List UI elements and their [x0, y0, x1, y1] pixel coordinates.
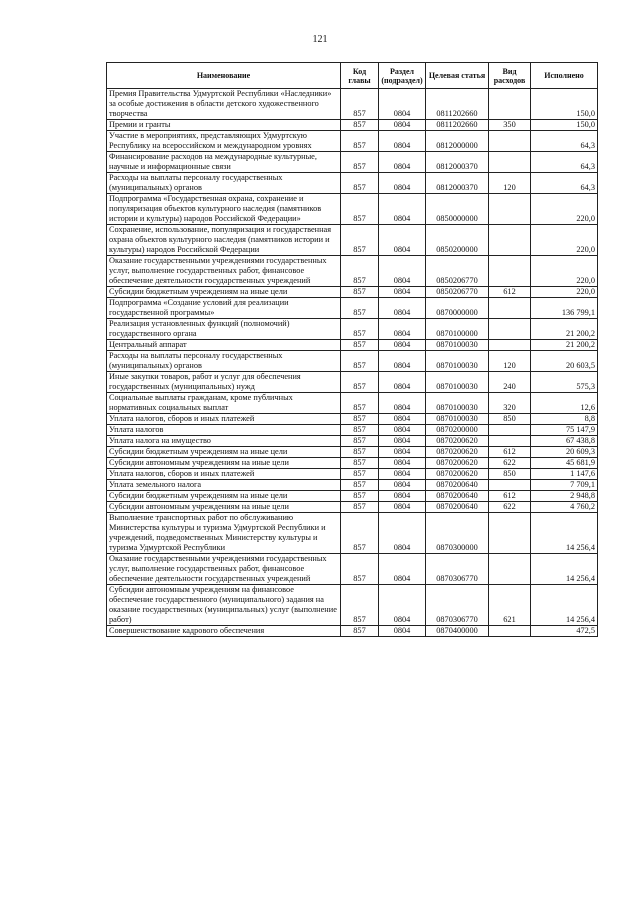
cell-code: 857 [341, 298, 379, 319]
cell-name: Сохранение, использование, популяризация и государственная охрана объектов культурного наследия (памятников истории и культуры) народов Российской Федерации [107, 225, 341, 256]
cell-code: 857 [341, 414, 379, 425]
cell-type: 850 [489, 469, 531, 480]
table-row [107, 480, 598, 491]
table-row [107, 447, 598, 458]
cell-type: 120 [489, 351, 531, 372]
cell-article: 0870200640 [426, 491, 489, 502]
cell-type: 120 [489, 173, 531, 194]
cell-name: Выполнение транспортных работ по обслуживанию Министерства культуры и туризма Удмуртской Республики и учреждений, подведомственных Министерству культуры и туризма Удмуртской Республики [107, 513, 341, 554]
cell-code: 857 [341, 120, 379, 131]
cell-section: 0804 [379, 225, 426, 256]
cell-section: 0804 [379, 425, 426, 436]
cell-type: 320 [489, 393, 531, 414]
header-name: Наименование [107, 63, 341, 89]
cell-name: Уплата земельного налога [107, 480, 341, 491]
header-executed: Исполнено [531, 63, 598, 89]
table-row [107, 287, 598, 298]
header-type: Вид расходов [489, 63, 531, 89]
cell-executed: 64,3 [531, 152, 598, 173]
cell-article: 0870200620 [426, 469, 489, 480]
cell-executed: 4 760,2 [531, 502, 598, 513]
cell-executed: 14 256,4 [531, 585, 598, 626]
cell-article: 0870306770 [426, 554, 489, 585]
cell-name: Премия Правительства Удмуртской Республики «Наследники» за особые достижения в области детского художественного творчества [107, 89, 341, 120]
cell-code: 857 [341, 491, 379, 502]
cell-type [489, 298, 531, 319]
cell-article: 0870200000 [426, 425, 489, 436]
cell-section: 0804 [379, 89, 426, 120]
cell-code: 857 [341, 340, 379, 351]
table-row [107, 626, 598, 637]
table-row [107, 585, 598, 626]
cell-code: 857 [341, 480, 379, 491]
cell-executed: 20 609,3 [531, 447, 598, 458]
cell-code: 857 [341, 372, 379, 393]
cell-code: 857 [341, 469, 379, 480]
cell-article: 0850000000 [426, 194, 489, 225]
cell-article: 0870100030 [426, 340, 489, 351]
cell-code: 857 [341, 626, 379, 637]
cell-name: Субсидии автономным учреждениям на иные цели [107, 458, 341, 469]
cell-article: 0870400000 [426, 626, 489, 637]
cell-article: 0870306770 [426, 585, 489, 626]
cell-section: 0804 [379, 513, 426, 554]
cell-article: 0870000000 [426, 298, 489, 319]
cell-section: 0804 [379, 480, 426, 491]
cell-name: Субсидии автономным учреждениям на иные цели [107, 502, 341, 513]
cell-article: 0870100030 [426, 351, 489, 372]
cell-code: 857 [341, 436, 379, 447]
table-row [107, 469, 598, 480]
cell-executed: 220,0 [531, 256, 598, 287]
cell-section: 0804 [379, 585, 426, 626]
cell-type [489, 152, 531, 173]
cell-name: Премии и гранты [107, 120, 341, 131]
cell-executed: 21 200,2 [531, 319, 598, 340]
cell-executed: 150,0 [531, 89, 598, 120]
cell-name: Субсидии бюджетным учреждениям на иные цели [107, 447, 341, 458]
cell-section: 0804 [379, 256, 426, 287]
cell-executed: 14 256,4 [531, 554, 598, 585]
header-code: Код главы [341, 63, 379, 89]
cell-executed: 64,3 [531, 131, 598, 152]
cell-name: Уплата налогов [107, 425, 341, 436]
cell-section: 0804 [379, 173, 426, 194]
cell-article: 0870100030 [426, 414, 489, 425]
table-row [107, 513, 598, 554]
cell-article: 0870200620 [426, 436, 489, 447]
table-row [107, 436, 598, 447]
cell-section: 0804 [379, 414, 426, 425]
table-header-row [107, 63, 598, 89]
cell-type: 622 [489, 458, 531, 469]
cell-name: Совершенствование кадрового обеспечения [107, 626, 341, 637]
cell-article: 0850200000 [426, 225, 489, 256]
cell-name: Оказание государственными учреждениями государственных услуг, выполнение государственных работ, финансовое обеспечение деятельности государственных учреждений [107, 256, 341, 287]
cell-name: Социальные выплаты гражданам, кроме публичных нормативных социальных выплат [107, 393, 341, 414]
cell-executed: 12,6 [531, 393, 598, 414]
cell-type [489, 436, 531, 447]
table-row [107, 89, 598, 120]
cell-name: Финансирование расходов на международные культурные, научные и информационные связи [107, 152, 341, 173]
cell-name: Расходы на выплаты персоналу государственных (муниципальных) органов [107, 351, 341, 372]
table-row [107, 173, 598, 194]
table-row [107, 425, 598, 436]
cell-executed: 472,5 [531, 626, 598, 637]
header-article: Целевая статья [426, 63, 489, 89]
cell-code: 857 [341, 131, 379, 152]
cell-name: Подпрограмма «Создание условий для реализации государственной программы» [107, 298, 341, 319]
table-row [107, 225, 598, 256]
cell-code: 857 [341, 351, 379, 372]
cell-section: 0804 [379, 626, 426, 637]
cell-section: 0804 [379, 372, 426, 393]
cell-type: 850 [489, 414, 531, 425]
header-section: Раздел (подраздел) [379, 63, 426, 89]
cell-section: 0804 [379, 458, 426, 469]
cell-executed: 20 603,5 [531, 351, 598, 372]
cell-executed: 21 200,2 [531, 340, 598, 351]
cell-section: 0804 [379, 436, 426, 447]
cell-name: Реализация установленных функций (полномочий) государственного органа [107, 319, 341, 340]
cell-article: 0870200640 [426, 480, 489, 491]
table-row [107, 554, 598, 585]
cell-type [489, 319, 531, 340]
cell-name: Субсидии бюджетным учреждениям на иные цели [107, 491, 341, 502]
cell-type [489, 626, 531, 637]
cell-code: 857 [341, 554, 379, 585]
cell-article: 0850206770 [426, 256, 489, 287]
budget-table [106, 62, 598, 637]
cell-type [489, 480, 531, 491]
table-row [107, 340, 598, 351]
cell-name: Субсидии автономным учреждениям на финансовое обеспечение государственного (муниципального) задания на оказание государственных (муниципальных) услуг (выполнение работ) [107, 585, 341, 626]
table-row [107, 194, 598, 225]
cell-code: 857 [341, 256, 379, 287]
cell-code: 857 [341, 225, 379, 256]
table-row [107, 372, 598, 393]
cell-section: 0804 [379, 554, 426, 585]
cell-section: 0804 [379, 194, 426, 225]
cell-name: Иные закупки товаров, работ и услуг для обеспечения государственных (муниципальных) нужд [107, 372, 341, 393]
cell-type: 612 [489, 491, 531, 502]
cell-executed: 75 147,9 [531, 425, 598, 436]
cell-article: 0870200620 [426, 447, 489, 458]
cell-section: 0804 [379, 131, 426, 152]
cell-type [489, 131, 531, 152]
cell-type: 612 [489, 447, 531, 458]
cell-section: 0804 [379, 469, 426, 480]
cell-type [489, 194, 531, 225]
cell-name: Подпрограмма «Государственная охрана, сохранение и популяризация объектов культурного наследия (памятников истории и культуры) народов Российской Федерации» [107, 194, 341, 225]
cell-section: 0804 [379, 287, 426, 298]
table-row [107, 131, 598, 152]
table-row [107, 152, 598, 173]
cell-code: 857 [341, 173, 379, 194]
cell-executed: 1 147,6 [531, 469, 598, 480]
cell-section: 0804 [379, 120, 426, 131]
cell-article: 0870200640 [426, 502, 489, 513]
cell-article: 0870100000 [426, 319, 489, 340]
cell-article: 0811202660 [426, 89, 489, 120]
cell-executed: 67 438,8 [531, 436, 598, 447]
cell-article: 0870200620 [426, 458, 489, 469]
table-row [107, 351, 598, 372]
cell-name: Уплата налогов, сборов и иных платежей [107, 469, 341, 480]
cell-type [489, 513, 531, 554]
cell-code: 857 [341, 585, 379, 626]
cell-type [489, 256, 531, 287]
cell-article: 0870100030 [426, 372, 489, 393]
cell-section: 0804 [379, 298, 426, 319]
cell-code: 857 [341, 458, 379, 469]
cell-name: Центральный аппарат [107, 340, 341, 351]
cell-type [489, 425, 531, 436]
cell-section: 0804 [379, 340, 426, 351]
page-number: 121 [312, 34, 328, 45]
cell-executed: 7 709,1 [531, 480, 598, 491]
cell-section: 0804 [379, 152, 426, 173]
cell-section: 0804 [379, 447, 426, 458]
table-row [107, 319, 598, 340]
cell-code: 857 [341, 502, 379, 513]
cell-article: 0812000370 [426, 152, 489, 173]
cell-name: Расходы на выплаты персоналу государственных (муниципальных) органов [107, 173, 341, 194]
table-row [107, 502, 598, 513]
cell-code: 857 [341, 319, 379, 340]
cell-section: 0804 [379, 351, 426, 372]
cell-type: 240 [489, 372, 531, 393]
table-row [107, 393, 598, 414]
cell-executed: 575,3 [531, 372, 598, 393]
cell-executed: 220,0 [531, 287, 598, 298]
cell-code: 857 [341, 89, 379, 120]
cell-name: Субсидии бюджетным учреждениям на иные цели [107, 287, 341, 298]
cell-article: 0870300000 [426, 513, 489, 554]
cell-type [489, 89, 531, 120]
cell-code: 857 [341, 152, 379, 173]
cell-executed: 220,0 [531, 225, 598, 256]
cell-executed: 136 799,1 [531, 298, 598, 319]
cell-executed: 220,0 [531, 194, 598, 225]
cell-section: 0804 [379, 393, 426, 414]
cell-code: 857 [341, 425, 379, 436]
table-row [107, 458, 598, 469]
cell-executed: 2 948,8 [531, 491, 598, 502]
cell-article: 0812000000 [426, 131, 489, 152]
cell-code: 857 [341, 194, 379, 225]
cell-type [489, 340, 531, 351]
cell-name: Уплата налогов, сборов и иных платежей [107, 414, 341, 425]
table-row [107, 491, 598, 502]
cell-section: 0804 [379, 491, 426, 502]
cell-article: 0812000370 [426, 173, 489, 194]
cell-section: 0804 [379, 319, 426, 340]
cell-type: 622 [489, 502, 531, 513]
cell-executed: 150,0 [531, 120, 598, 131]
table-row [107, 414, 598, 425]
cell-type [489, 554, 531, 585]
cell-article: 0850206770 [426, 287, 489, 298]
cell-article: 0870100030 [426, 393, 489, 414]
cell-name: Участие в мероприятиях, представляющих Удмуртскую Республику на всероссийском и международном уровнях [107, 131, 341, 152]
cell-type: 612 [489, 287, 531, 298]
table-row [107, 120, 598, 131]
cell-executed: 64,3 [531, 173, 598, 194]
cell-name: Уплата налога на имущество [107, 436, 341, 447]
cell-code: 857 [341, 287, 379, 298]
cell-executed: 45 681,9 [531, 458, 598, 469]
cell-name: Оказание государственными учреждениями государственных услуг, выполнение государственных работ, финансовое обеспечение деятельности государственных учреждений [107, 554, 341, 585]
cell-section: 0804 [379, 502, 426, 513]
cell-code: 857 [341, 513, 379, 554]
table-row [107, 256, 598, 287]
cell-code: 857 [341, 393, 379, 414]
cell-type: 350 [489, 120, 531, 131]
cell-article: 0811202660 [426, 120, 489, 131]
table-row [107, 298, 598, 319]
cell-executed: 14 256,4 [531, 513, 598, 554]
cell-type: 621 [489, 585, 531, 626]
cell-type [489, 225, 531, 256]
cell-executed: 8,8 [531, 414, 598, 425]
cell-code: 857 [341, 447, 379, 458]
